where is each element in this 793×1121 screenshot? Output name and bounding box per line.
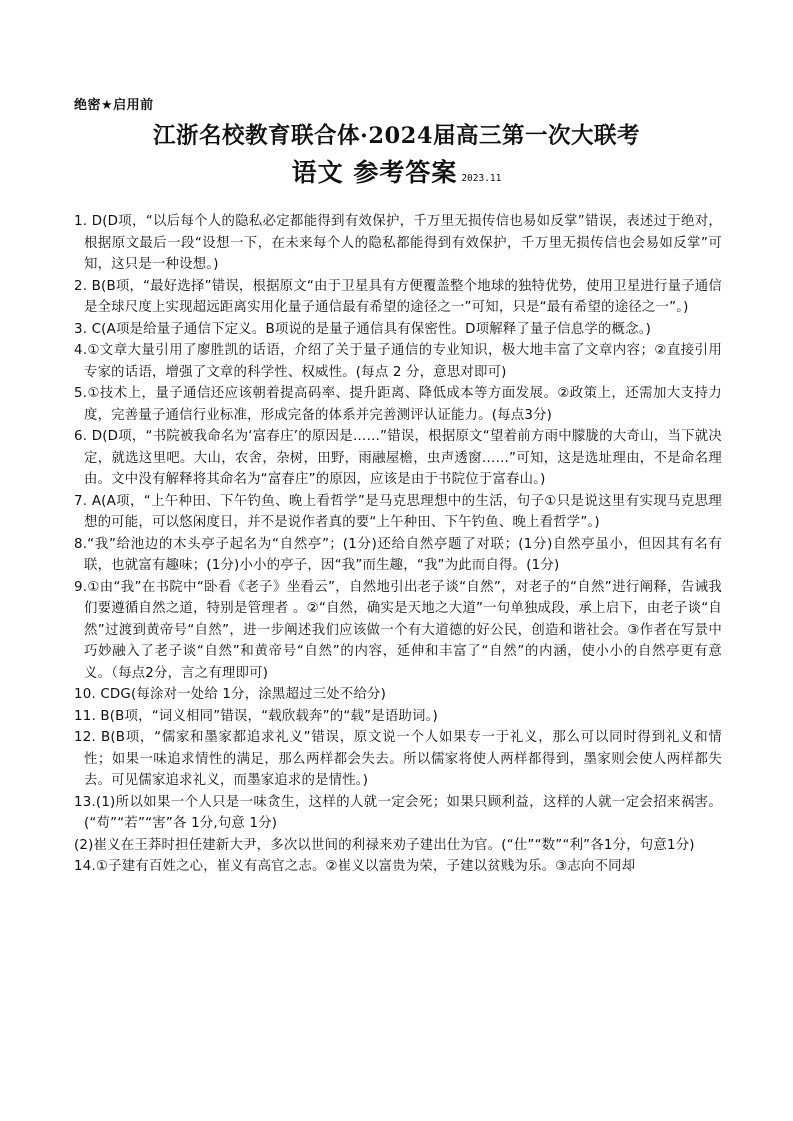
answer-5: 5.①技术上，量子通信还应该朝着提高码率、提升距离、降低成本等方面发展。②政策上，还需加大支持力度，完善量子通信行业标准，形成完备的体系并完善测评认证能力。(每点3分) <box>74 386 722 423</box>
answer-12: 12. B(B项，“儒家和墨家都追求礼义”错误，原文说一个人如果专一于礼义，那么可以同时得到礼义和情性；如果一味追求情性的满足，那么两样都会失去。所以儒家将使人两样都得到，墨家则会使人两样都失去。可见儒家追求礼义，而墨家追求的是情性。) <box>74 730 722 788</box>
answer-8: 8.“我”给池边的木头亭子起名为“自然亭”；(1分)还给自然亭题了对联；(1分)自然亭虽小，但因其有名有联，也就富有趣味；(1分)小小的亭子，因“我”而生趣，“我”为此而自得。(1分) <box>74 536 722 573</box>
confidential-label: 绝密★启用前 <box>74 98 154 113</box>
answer-13-2: (2)崔义在王莽时担任建新大尹，多次以世间的利禄来劝子建出仕为官。(“仕”“数”“利”各1分，句意1分) <box>74 837 695 853</box>
answer-9: 9.①由“我”在书院中“卧看《老子》坐看云”，自然地引出老子谈“自然”，对老子的“自然”进行阐释，告诫我们要遵循自然之道，特别是管理者 。②“自然，确实是天地之大道”一句单独成段，承上启下，由老子谈“自然”过渡到黄帝号“自然”，进一步阐述我们应该做一个有大道德的好公民，创造和谐社会。③作者在写景中巧妙融入了老子谈“自然”和黄帝号“自然”的内容，延伸和丰富了“自然”的内涵，使小小的自然亭更有意义。（每点2分，言之有理即可) <box>74 579 722 681</box>
answer-2: 2. B(B项，“最好选择”错误，根据原文“由于卫星具有方便覆盖整个地球的独特优势，使用卫星进行量子通信是全球尺度上实现超远距离实用化量子通信最有希望的途径之一”可知，只是“最有希望的途径之一”。) <box>74 278 722 315</box>
answer-11: 11. B(B项，“词义相同”错误，“载欣载奔”的“载”是语助词。) <box>74 708 438 724</box>
answer-list <box>74 211 722 878</box>
answer-14: 14.①子建有百姓之心，崔义有高官之志。②崔义以富贵为荣，子建以贫贱为乐。③志向不同却 <box>74 859 636 874</box>
answer-7: 7. A(A项，“上午种田、下午钓鱼、晚上看哲学”是马克思理想中的生活，句子①只是说这里有实现马克思理想的可能，可以悠闲度日，并不是说作者真的要“上午种田、下午钓鱼、晚上看哲学”。) <box>74 493 722 530</box>
answer-6: 6. D(D项，“书院被我命名为‘富春庄’的原因是……”错误，根据原文“望着前方雨中朦胧的大奇山，当下就决定，就选这里吧。大山，农舍，杂树，田野，雨融屋檐，虫声透窗……”可知，这是选址理由，不是命名理由。文中没有解释将其命名为“富春庄”的原因，应该是由于书院位于富春山。) <box>74 429 722 487</box>
document-date: 2023.11 <box>461 173 502 184</box>
document-subtitle: 语文 参考答案 <box>291 158 458 187</box>
exam-title: 江浙名校教育联合体·2024届高三第一次大联考 <box>153 123 640 149</box>
answer-10: 10. CDG(每涂对一处给 1分，涂黑超过三处不给分) <box>74 687 387 702</box>
answer-3: 3. C(A项是给量子通信下定义。B项说的是量子通信具有保密性。D项解释了量子信息学的概念。) <box>74 321 652 337</box>
subtitle-row <box>0 153 793 189</box>
answer-4: 4.①文章大量引用了廖胜凯的话语，介绍了关于量子通信的专业知识，极大地丰富了文章内容；②直接引用专家的话语，增强了文章的科学性、权威性。(每点 2 分，意思对即可) <box>74 343 722 380</box>
answer-13-1: 13.(1)所以如果一个人只是一味贪生，这样的人就一定会死；如果只顾利益，这样的人就一定会招来祸害。(“苟”“若”“害”各 1分,句意 1分) <box>74 794 722 831</box>
answer-1: 1. D(D项，“以后每个人的隐私必定都能得到有效保护，千万里无损传信也易如反掌”错误，表述过于绝对，根据原文最后一段“设想一下，在未来每个人的隐私都能得到有效保护，千万里无损传信也会易如反掌”可知，这只是一种设想。) <box>74 214 722 272</box>
